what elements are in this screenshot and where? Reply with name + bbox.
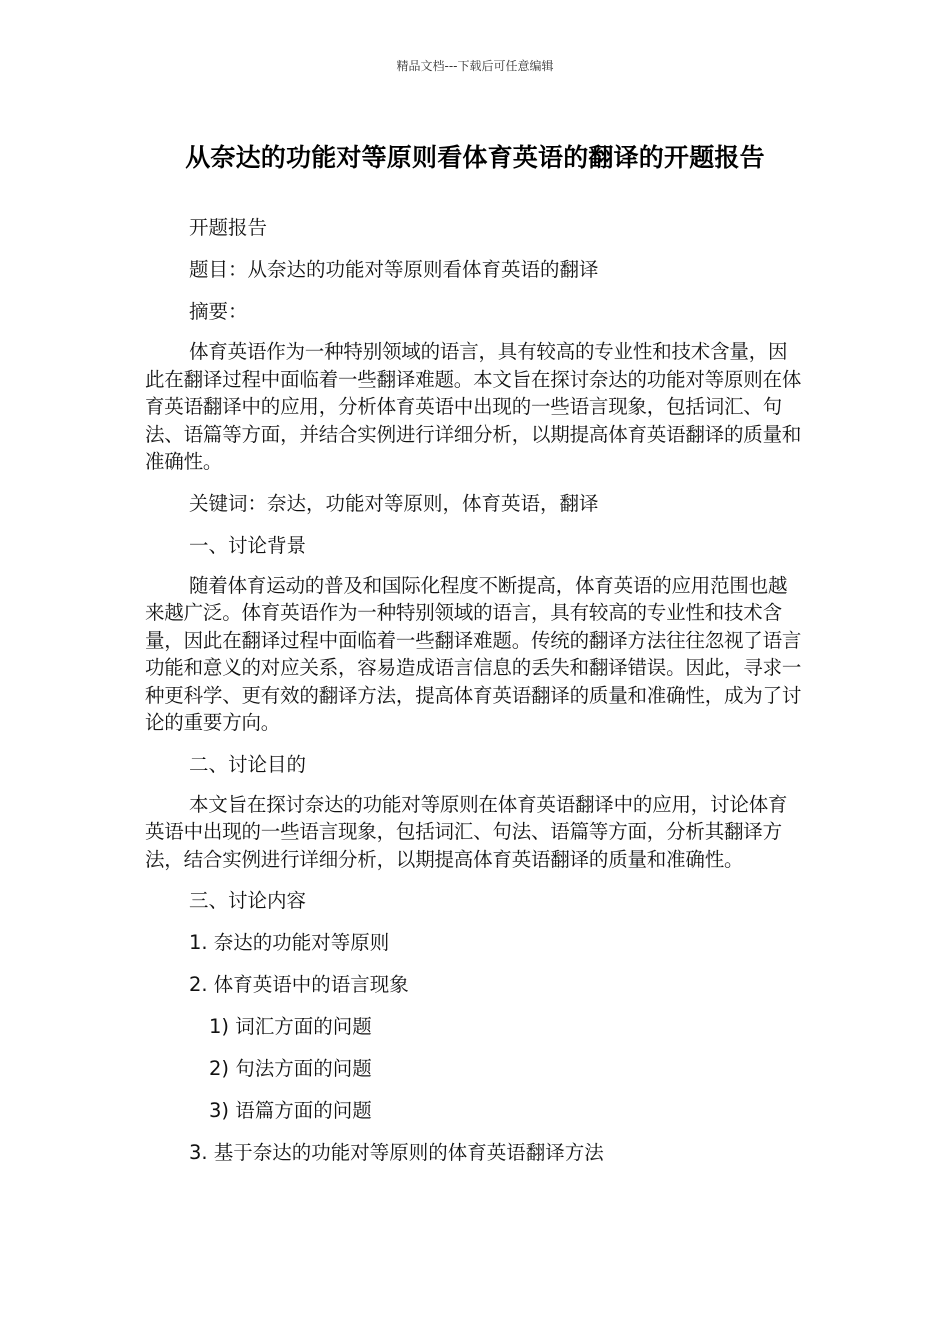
background-paragraph: 随着体育运动的普及和国际化程度不断提高，体育英语的应用范围也越来越广泛。体育英语作为一种特别领域的语言，具有较高的专业性和技术含量，因此在翻译过程中面临着一些翻译难题。传统的翻译方法往往忽视了语言功能和意义的对应关系，容易造成语言信息的丢失和翻译错误。因此，寻求一种更科学、更有效的翻译方法，提高体育英语翻译的质量和准确性，成为了讨论的重要方向。: [145, 573, 802, 734]
outline-subitem: 3) 语篇方面的问题: [209, 1099, 372, 1122]
keywords-line: 关键词：奈达，功能对等原则，体育英语，翻译: [189, 491, 599, 515]
outline-item: 3. 基于奈达的功能对等原则的体育英语翻译方法: [189, 1141, 604, 1164]
abstract-paragraph: 体育英语作为一种特别领域的语言，具有较高的专业性和技术含量，因此在翻译过程中面临着一些翻译难题。本文旨在探讨奈达的功能对等原则在体育英语翻译中的应用，分析体育英语中出现的一些语言现象，包括词汇、句法、语篇等方面，并结合实例进行详细分析，以期提高体育英语翻译的质量和准确性。: [145, 340, 802, 473]
section-heading-content: 三、讨论内容: [189, 889, 307, 912]
section-heading-purpose: 二、讨论目的: [189, 752, 307, 776]
purpose-paragraph: 本文旨在探讨奈达的功能对等原则在体育英语翻译中的应用，讨论体育英语中出现的一些语言现象，包括词汇、句法、语篇等方面，分析其翻译方法，结合实例进行详细分析，以期提高体育英语翻译的质量和准确性。: [145, 792, 788, 871]
abstract-label: 摘要：: [189, 300, 248, 323]
outline-subitem: 1) 词汇方面的问题: [209, 1015, 372, 1038]
document-title: 从奈达的功能对等原则看体育英语的翻译的开题报告: [185, 143, 765, 172]
outline-item: 2. 体育英语中的语言现象: [189, 973, 409, 996]
page-header: 精品文档---下载后可任意编辑: [396, 59, 554, 73]
section-heading-background: 一、讨论背景: [189, 533, 307, 557]
report-label: 开题报告: [189, 216, 268, 239]
outline-subitem: 2) 句法方面的问题: [209, 1057, 372, 1080]
topic-line: 题目：从奈达的功能对等原则看体育英语的翻译: [189, 258, 599, 281]
document-body: [145, 212, 805, 1179]
outline-item: 1. 奈达的功能对等原则: [189, 931, 390, 954]
